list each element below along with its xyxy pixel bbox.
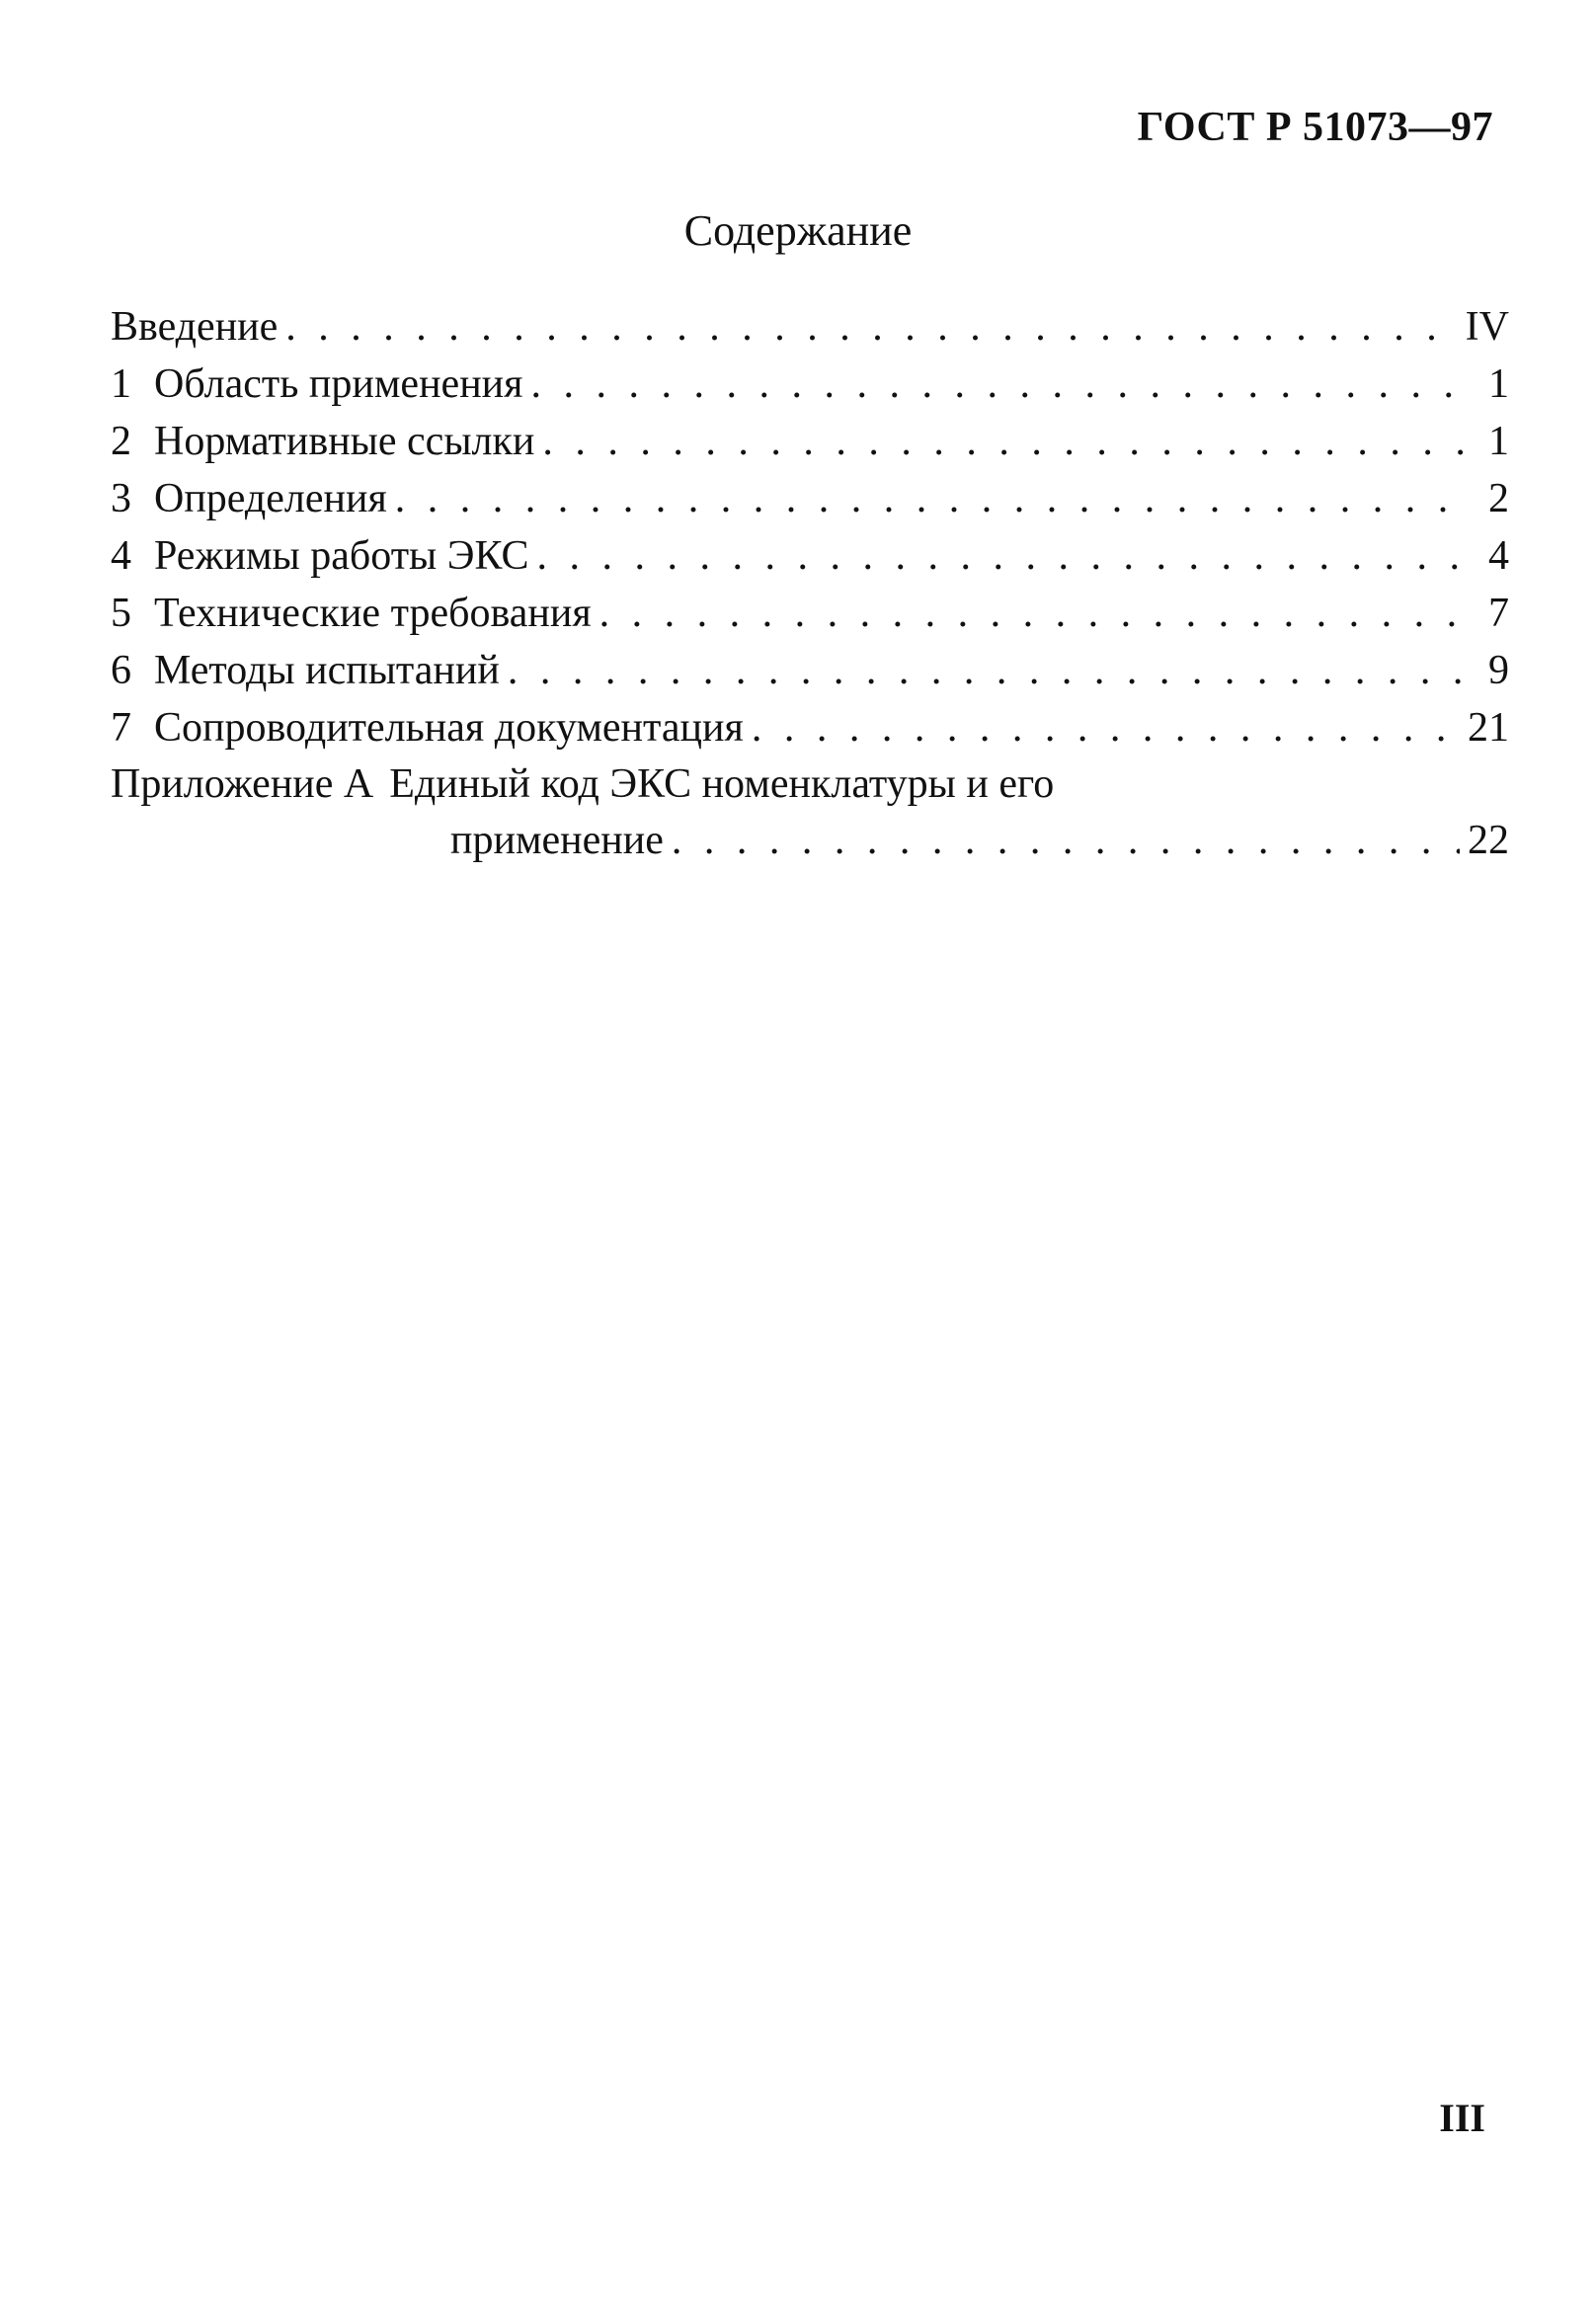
dot-leader <box>752 699 1460 756</box>
dot-leader <box>536 527 1472 585</box>
annex-heading-line <box>111 756 1509 812</box>
annex-continuation-line <box>111 812 1509 869</box>
toc-entry-page: 4 <box>1488 533 1509 579</box>
toc-entry-label: Методы испытаний <box>154 648 500 693</box>
toc-entry-number: 1 <box>111 361 131 407</box>
toc-entry-page: 1 <box>1488 419 1509 464</box>
dot-leader <box>530 356 1472 413</box>
annex-label: Приложение А <box>111 761 374 807</box>
toc-entry-label: Режимы работы ЭКС <box>154 533 529 579</box>
toc-entry-number: 5 <box>111 591 131 636</box>
dot-leader <box>672 812 1460 869</box>
toc-entry-section-1[interactable] <box>111 356 1509 413</box>
toc-entry-section-4[interactable] <box>111 527 1509 585</box>
toc-entry-number: 6 <box>111 648 131 693</box>
toc-entry-section-7[interactable] <box>111 699 1509 756</box>
toc-entry-annex-a[interactable] <box>111 756 1509 869</box>
annex-title-line1: Единый код ЭКС номенклатуры и его <box>389 761 1055 807</box>
toc-entry-number: 7 <box>111 705 131 751</box>
annex-title-line2: применение <box>450 818 664 863</box>
toc-entry-section-2[interactable] <box>111 413 1509 470</box>
toc-entry-page: 22 <box>1468 818 1509 863</box>
table-of-contents <box>111 298 1509 869</box>
toc-entry-number: 2 <box>111 419 131 464</box>
toc-entry-label: Определения <box>154 476 387 521</box>
toc-entry-label: Нормативные ссылки <box>154 419 535 464</box>
toc-entry-page: 2 <box>1488 476 1509 521</box>
toc-entry-section-6[interactable] <box>111 642 1509 699</box>
toc-entry-label: Технические требования <box>154 591 592 636</box>
toc-entry-number: 3 <box>111 476 131 521</box>
dot-leader <box>285 298 1457 356</box>
dot-leader <box>599 585 1472 642</box>
toc-entry-section-3[interactable] <box>111 470 1509 527</box>
toc-entry-label: Сопроводительная документация <box>154 705 744 751</box>
toc-entry-page: 7 <box>1488 591 1509 636</box>
toc-entry-page: IV <box>1465 304 1509 350</box>
toc-entry-label: Введение <box>111 304 279 350</box>
toc-title: Содержание <box>683 206 913 255</box>
dot-leader <box>508 642 1472 699</box>
toc-entry-page: 21 <box>1468 705 1509 751</box>
toc-entry-section-5[interactable] <box>111 585 1509 642</box>
dot-leader <box>542 413 1472 470</box>
document-number: ГОСТ Р 51073—97 <box>1137 105 1493 150</box>
toc-entry-number: 4 <box>111 533 131 579</box>
page-number: III <box>1439 2096 1485 2140</box>
toc-entry-page: 9 <box>1488 648 1509 693</box>
toc-entry-page: 1 <box>1488 361 1509 407</box>
toc-entry-introduction[interactable] <box>111 298 1509 356</box>
dot-leader <box>395 470 1472 527</box>
toc-entry-label: Область применения <box>154 361 523 407</box>
